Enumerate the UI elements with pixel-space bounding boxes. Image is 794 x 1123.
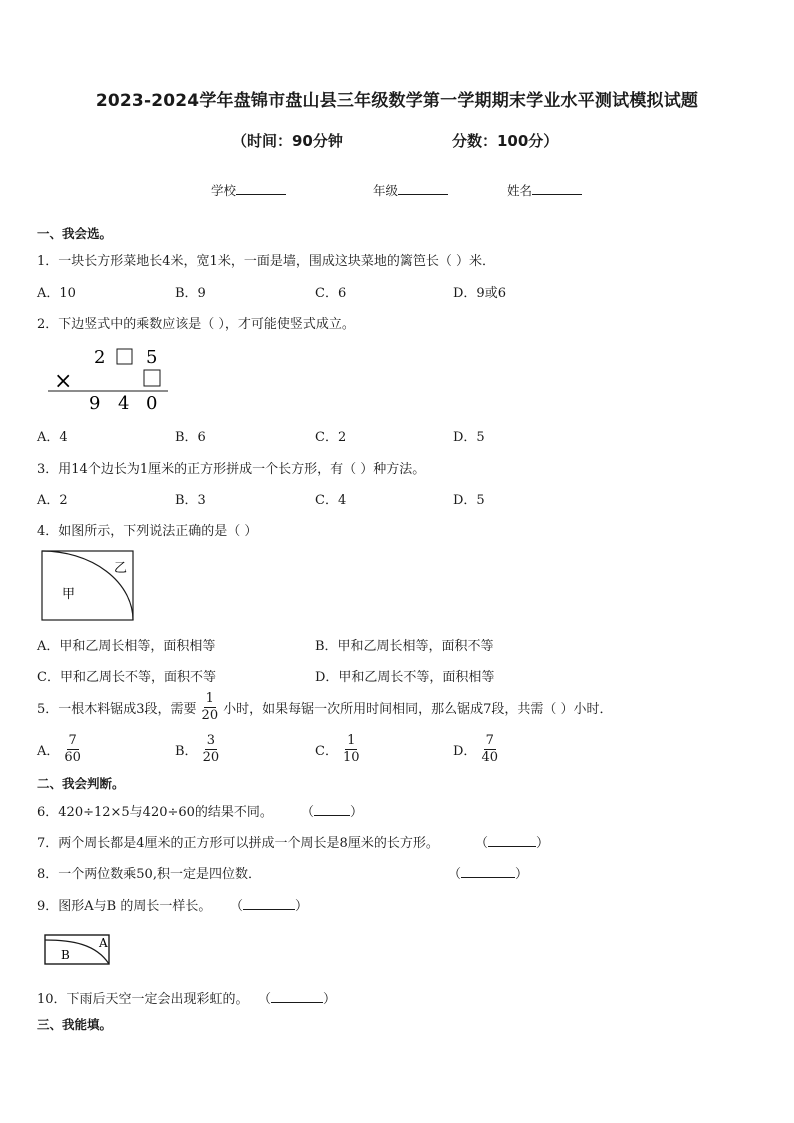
- q7-answer-blank[interactable]: [475, 832, 549, 851]
- q4-option-a: A．甲和乙周长相等，面积相等: [37, 639, 216, 654]
- shape-b-label: B: [61, 948, 70, 962]
- q5-option-d-numerator: 7: [485, 733, 494, 748]
- question-10-text: 10．下雨后天空一定会出现彩虹的。: [37, 992, 249, 1007]
- q4-option-d: D．甲和乙周长不等，面积相等: [315, 670, 495, 685]
- school-label: 学校: [211, 183, 237, 198]
- q2-option-b: B．6: [175, 430, 206, 445]
- question-9-text: 9．图形A与B 的周长一样长。: [37, 899, 212, 914]
- q5-option-b-denominator: 20: [202, 750, 220, 765]
- blank-box: [117, 349, 132, 364]
- q2-option-c: C．2: [315, 430, 347, 445]
- q1-option-d: D．9或6: [453, 286, 506, 301]
- q5-option-a: [37, 733, 86, 766]
- q9-paren-left: （: [230, 899, 244, 914]
- multiplicand-digit-5: 5: [146, 347, 158, 368]
- q5-text-before: 5．一根木料锯成3段，需要: [37, 702, 197, 717]
- question-5-text: [37, 691, 613, 724]
- grade-blank: [398, 182, 448, 195]
- q9-answer-blank[interactable]: [230, 895, 308, 914]
- section-heading: 一、我会选。: [37, 226, 113, 241]
- q8-blank-line: [461, 865, 515, 878]
- question-4-text: 4．如图所示，下列说法正确的是（ ）: [37, 524, 258, 539]
- result-digit-9: 9: [89, 393, 101, 414]
- exam-time: （时间：90分钟: [232, 132, 343, 150]
- question-3-text: 3．用14个边长为1厘米的正方形拼成一个长方形，有（ ）种方法。: [37, 462, 426, 477]
- shape-a-b-figure: [44, 934, 112, 966]
- section-heading: 二、我会判断。: [37, 776, 125, 791]
- school-blank: [236, 182, 286, 195]
- q9-blank-line: [243, 897, 295, 910]
- question-8-text: 8．一个两位数乘50,积一定是四位数．: [37, 867, 261, 882]
- q5-option-b-numerator: 3: [206, 733, 215, 748]
- q2-option-a: A．4: [37, 430, 68, 445]
- page-title: 2023-2024学年盘锦市盘山县三年级数学第一学期期末学业水平测试模拟试题: [95, 91, 699, 111]
- region-yi-label: 乙: [114, 561, 128, 576]
- region-jia-label: 甲: [62, 587, 76, 602]
- q3-option-c: C．4: [315, 493, 347, 508]
- q7-paren-right: ）: [536, 836, 550, 851]
- q5-option-a-denominator: 60: [64, 750, 81, 765]
- q4-option-c: C．甲和乙周长不等，面积不等: [37, 670, 216, 685]
- q1-option-a: A．10: [37, 286, 76, 301]
- q1-option-b: B．9: [175, 286, 206, 301]
- name-label: 姓名: [507, 183, 533, 198]
- q10-paren-left: （: [258, 992, 272, 1007]
- q5-option-d-denominator: 40: [481, 750, 498, 765]
- q4-option-b: B．甲和乙周长相等，面积不等: [315, 639, 494, 654]
- q6-paren-right: ）: [350, 805, 364, 820]
- q8-paren-left: （: [448, 867, 462, 882]
- square-quarter-circle-figure: [40, 549, 136, 623]
- q8-paren-right: ）: [515, 867, 529, 882]
- times-sign: ×: [54, 369, 73, 394]
- q10-paren-right: ）: [323, 992, 337, 1007]
- q6-blank-line: [314, 803, 350, 816]
- section-heading: 三、我能填。: [37, 1017, 113, 1032]
- q5-fraction: [200, 691, 221, 724]
- q8-answer-blank[interactable]: [448, 863, 528, 882]
- q5-fraction-denominator: 20: [201, 708, 219, 723]
- question-7-text: 7．两个周长都是4厘米的正方形可以拼成一个周长是8厘米的长方形。: [37, 836, 439, 851]
- q5-option-c-fraction: [341, 733, 362, 766]
- q5-option-d-fraction: [479, 733, 500, 766]
- shape-a-label: A: [99, 936, 108, 950]
- q5-option-c-denominator: 10: [342, 750, 360, 765]
- q5-option-b: [175, 733, 224, 766]
- q5-option-c-label: C．: [315, 744, 338, 759]
- q7-paren-left: （: [475, 836, 489, 851]
- q5-option-a-numerator: 7: [68, 733, 77, 748]
- q5-option-d-label: D．: [453, 744, 477, 759]
- name-blank: [532, 182, 582, 195]
- question-6-text: 6．420÷12×5与420÷60的结果不同。: [37, 805, 273, 820]
- grade-label: 年级: [373, 183, 399, 198]
- q3-option-a: A．2: [37, 493, 68, 508]
- q5-text-after: 小时，如果每锯一次所用时间相同，那么锯成7段，共需（ ）小时．: [223, 702, 613, 717]
- result-digit-4: 4: [118, 393, 130, 414]
- vertical-multiplication-figure: [44, 344, 174, 414]
- q5-option-c-numerator: 1: [347, 733, 356, 748]
- q5-option-d: [453, 733, 503, 766]
- question-2-text: 2．下边竖式中的乘数应该是（ ），才可能使竖式成立。: [37, 317, 355, 332]
- q5-option-a-label: A．: [37, 744, 60, 759]
- q5-fraction-numerator: 1: [205, 691, 214, 706]
- q5-option-b-label: B．: [175, 744, 198, 759]
- multiplicand-digit-2: 2: [94, 347, 106, 368]
- q2-option-d: D．5: [453, 430, 485, 445]
- grade-field: [373, 181, 448, 199]
- question-1-text: 1．一块长方形菜地长4米，宽1米，一面是墙，围成这块菜地的篱笆长（ ）米．: [37, 254, 495, 269]
- q9-paren-right: ）: [295, 899, 309, 914]
- q5-option-b-fraction: [201, 733, 222, 766]
- result-digit-0: 0: [146, 393, 158, 414]
- q6-paren-left: （: [301, 805, 315, 820]
- q7-blank-line: [488, 834, 536, 847]
- q5-option-a-fraction: [62, 733, 83, 766]
- q10-blank-line: [271, 990, 323, 1003]
- q10-answer-blank[interactable]: [258, 988, 336, 1007]
- multiplier-blank-box: [144, 370, 160, 386]
- name-field: [507, 181, 582, 199]
- q3-option-d: D．5: [453, 493, 485, 508]
- school-field: [211, 181, 286, 199]
- q3-option-b: B．3: [175, 493, 206, 508]
- q1-option-c: C．6: [315, 286, 347, 301]
- q6-answer-blank[interactable]: [301, 801, 363, 820]
- exam-score: 分数：100分）: [452, 132, 559, 150]
- q5-option-c: [315, 733, 365, 766]
